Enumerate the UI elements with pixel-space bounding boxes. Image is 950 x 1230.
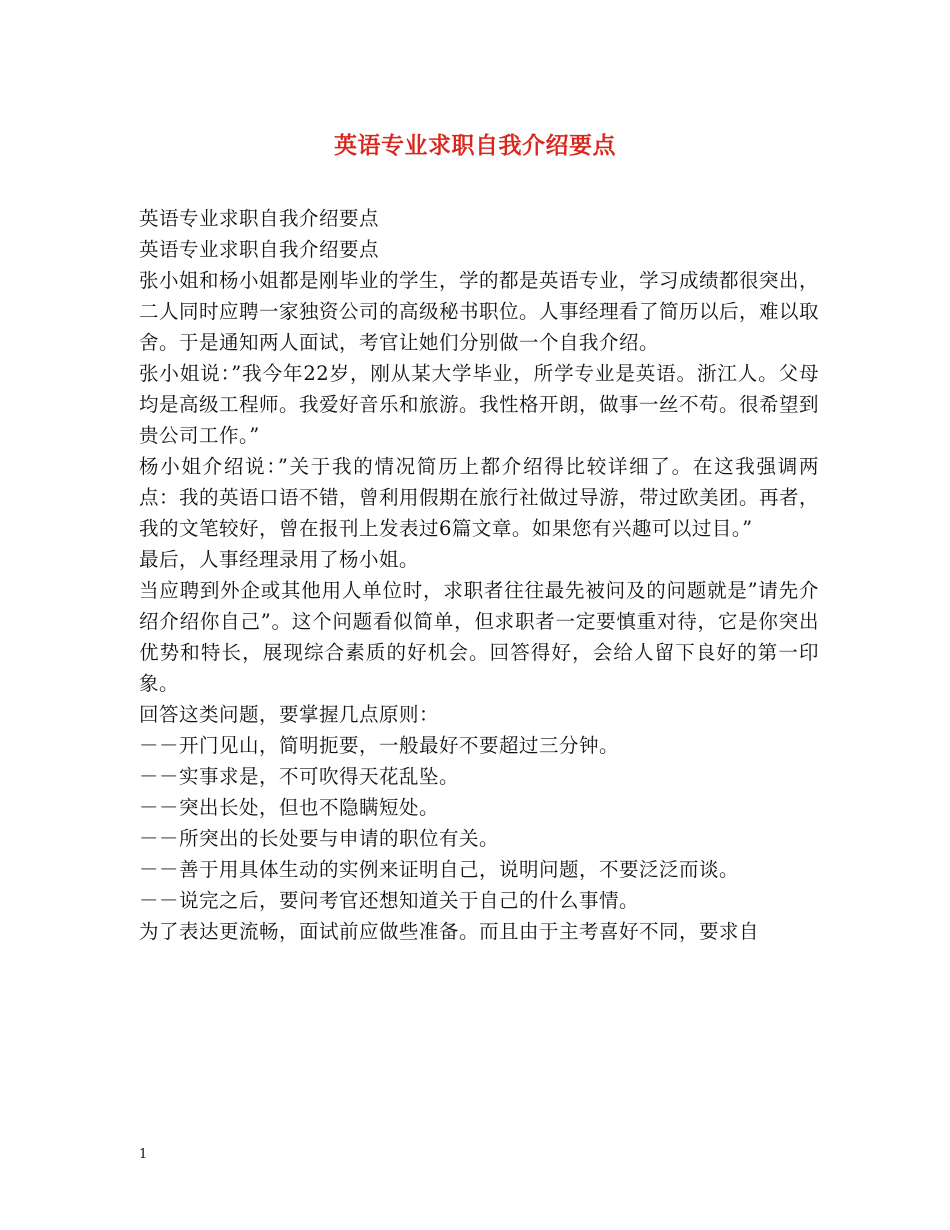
list-item: －－说完之后，要问考官还想知道关于自己的什么事情。 — [139, 889, 640, 912]
list-item: －－实事求是，不可吹得天花乱坠。 — [139, 765, 460, 788]
document-body — [139, 203, 819, 947]
paragraph: 英语专业求职自我介绍要点 — [139, 238, 380, 261]
paragraph: 回答这类问题，要掌握几点原则： — [139, 703, 440, 726]
list-item: －－突出长处，但也不隐瞒短处。 — [139, 796, 440, 819]
document-title: 英语专业求职自我介绍要点 — [334, 132, 616, 159]
list-item: －－所突出的长处要与申请的职位有关。 — [139, 827, 500, 850]
page-number: 1 — [139, 1147, 148, 1162]
paragraph: 杨小姐介绍说：”关于我的情况简历上都介绍得比较详细了。在这我强调两点：我的英语口语不错，曾利用假期在旅行社做过导游，带过欧美团。再者，我的文笔较好，曾在报刊上发表过6篇文章。如果您有兴趣可以过目。” — [139, 455, 820, 540]
paragraph: 张小姐和杨小姐都是刚毕业的学生，学的都是英语专业，学习成绩都很突出，二人同时应聘一家独资公司的高级秘书职位。人事经理看了简历以后，难以取舍。于是通知两人面试，考官让她们分别做一个自我介绍。 — [139, 269, 820, 354]
list-item: －－善于用具体生动的实例来证明自己，说明问题，不要泛泛而谈。 — [139, 858, 740, 881]
paragraph: 为了表达更流畅，面试前应做些准备。而且由于主考喜好不同，要求自 — [139, 920, 760, 943]
paragraph: 张小姐说：”我今年22岁，刚从某大学毕业，所学专业是英语。浙江人。父母均是高级工程师。我爱好音乐和旅游。我性格开朗，做事一丝不苟。很希望到贵公司工作。” — [139, 362, 820, 447]
paragraph: 英语专业求职自我介绍要点 — [139, 207, 380, 230]
list-item: －－开门见山，简明扼要，一般最好不要超过三分钟。 — [139, 734, 620, 757]
paragraph: 当应聘到外企或其他用人单位时，求职者往往最先被问及的问题就是”请先介绍介绍你自己”。这个问题看似简单，但求职者一定要慎重对待，它是你突出优势和特长，展现综合素质的好机会。回答得好，会给人留下良好的第一印象。 — [139, 579, 819, 695]
paragraph: 最后，人事经理录用了杨小姐。 — [139, 548, 420, 571]
